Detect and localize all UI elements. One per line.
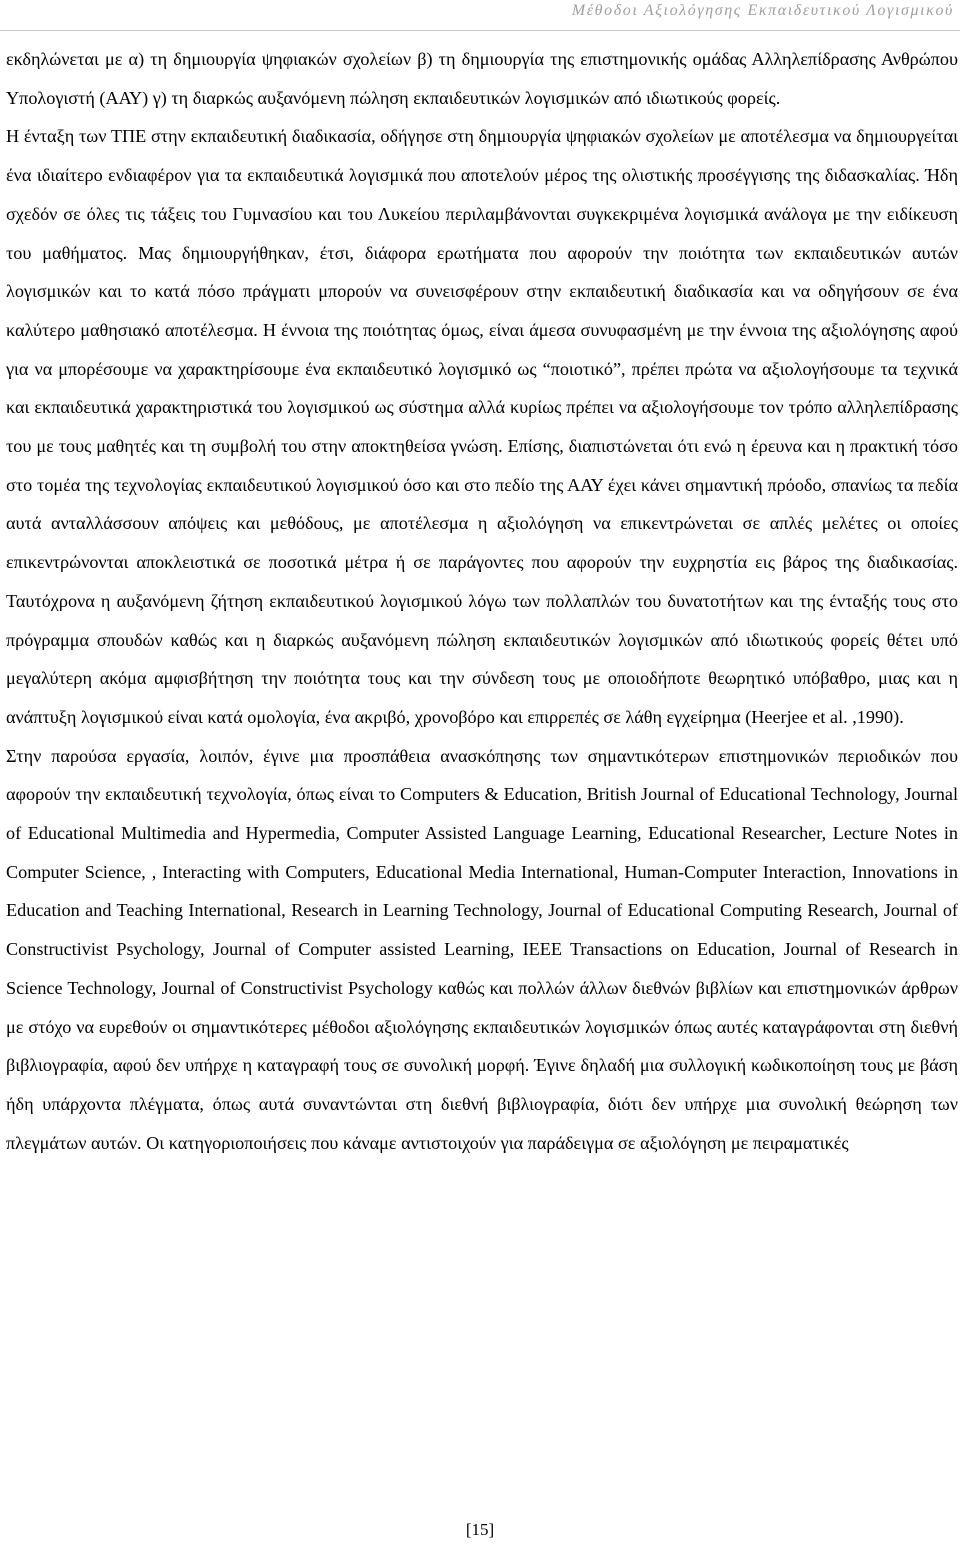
page-number: [15] — [465, 1520, 495, 1539]
running-header-title: Μέθοδοι Αξιολόγησης Εκπαιδευτικού Λογισμικού — [571, 2, 954, 19]
paragraph-1: εκδηλώνεται με α) τη δημιουργία ψηφιακών σχολείων β) τη δημιουργία της επιστημονικής ομάδας Αλληλεπίδρασης Ανθρώπου Υπολογιστή (ΑΑΥ) γ) τη διαρκώς αυξανόμενη πώληση εκπαιδευτικών λογισμικών από ιδιωτικούς φορείς. — [6, 49, 958, 108]
paragraph-3: Στην παρούσα εργασία, λοιπόν, έγινε μια προσπάθεια ανασκόπησης των σημαντικότερων επιστημονικών περιοδικών που αφορούν την εκπαιδευτική τεχνολογία, όπως είναι το Computers & Education, British Journal of Educational Technology, Journal of Educational Multimedia and Hypermedia, Computer Assisted Language Learning, Educational Researcher, Lecture Notes in Computer Science, , Interacting with Computers, Educational Media International, Human-Computer Interaction, Innovations in Education and Teaching International, Research in Learning Technology, Journal of Educational Computing Research, Journal of Constructivist Psychology, Journal of Computer assisted Learning, IEEE Transactions on Education, Journal of Research in Science Technology, Journal of Constructivist Psychology καθώς και πολλών άλλων διεθνών βιβλίων και επιστημονικών άρθρων με στόχο να ευρεθούν οι σημαντικότερες μέθοδοι αξιολόγησης εκπαιδευτικών λογισμικών όπως αυτές καταγράφονται στη διεθνή βιβλιογραφία, αφού δεν υπήρχε η καταγραφή τους σε συνολική μορφή. Έγινε δηλαδή μια συλλογική κωδικοποίηση τους με βάση ήδη υπάρχοντα πλέγματα, όπως αυτά συναντώνται στη διεθνή βιβλιογραφία, διότι δεν υπήρχε μια συνολική θεώρηση των πλεγμάτων αυτών. Οι κατηγοριοποιήσεις που κάναμε αντιστοιχούν για παράδειγμα σε αξιολόγηση με πειραματικές — [6, 745, 958, 1153]
paragraph-2: Η ένταξη των ΤΠΕ στην εκπαιδευτική διαδικασία, οδήγησε στη δημιουργία ψηφιακών σχολείων με αποτέλεσμα να δημιουργείται ένα ιδιαίτερο ενδιαφέρον για τα εκπαιδευτικά λογισμικά που αποτελούν μέρος της ολιστικής προσέγγισης της διδασκαλίας. Ήδη σχεδόν σε όλες τις τάξεις του Γυμνασίου και του Λυκείου περιλαμβάνονται συγκεκριμένα λογισμικά ανάλογα με την ειδίκευση του μαθήματος. Μας δημιουργήθηκαν, έτσι, διάφορα ερωτήματα που αφορούν την ποιότητα των εκπαιδευτικών αυτών λογισμικών και το κατά πόσο πράγματι μπορούν να συνεισφέρουν στην εκπαιδευτική διαδικασία και να οδηγήσουν σε ένα καλύτερο μαθησιακό αποτέλεσμα. Η έννοια της ποιότητας όμως, είναι άμεσα συνυφασμένη με την έννοια της αξιολόγησης αφού για να μπορέσουμε να χαρακτηρίσουμε ένα εκπαιδευτικό λογισμικό ως “ποιοτικό”, πρέπει πρώτα να αξιολογήσουμε τα τεχνικά και εκπαιδευτικά χαρακτηριστικά του λογισμικού ως σύστημα αλλά κυρίως πρέπει να αξιολογήσουμε τον τρόπο αλληλεπίδρασης του με τους μαθητές και τη συμβολή του στην αποκτηθείσα γνώση. Επίσης, διαπιστώνεται ότι ενώ η έρευνα και η πρακτική τόσο στο τομέα της τεχνολογίας εκπαιδευτικού λογισμικού όσο και στο πεδίο της ΑΑΥ έχει κάνει σημαντική πρόοδο, σπανίως τα πεδία αυτά ανταλλάσσουν απόψεις και μεθόδους, με αποτέλεσμα η αξιολόγηση να επικεντρώνεται σε απλές μελέτες οι οποίες επικεντρώνονται αποκλειστικά σε ποσοτικά μέτρα ή σε παράγοντες που αφορούν την ευχρηστία εις βάρος της διαδικασίας. Ταυτόχρονα η αυξανόμενη ζήτηση εκπαιδευτικού λογισμικού λόγω των πολλαπλών του δυνατοτήτων και της ένταξής τους στο πρόγραμμα σπουδών καθώς και η διαρκώς αυξανόμενη πώληση εκπαιδευτικών λογισμικών από ιδιωτικούς φορείς θέτει υπό μεγαλύτερη ακόμα αμφισβήτηση την ποιότητα τους και την σύνδεση τους με οποιοδήποτε θεωρητικό υπόβαθρο, μιας και η ανάπτυξη λογισμικού είναι κατά ομολογία, ένα ακριβό, χρονοβόρο και επιρρεπές σε λάθη εγχείρημα (Heerjee et al. ,1990). — [6, 126, 958, 727]
header-rule — [0, 30, 960, 31]
document-body — [6, 40, 958, 1162]
